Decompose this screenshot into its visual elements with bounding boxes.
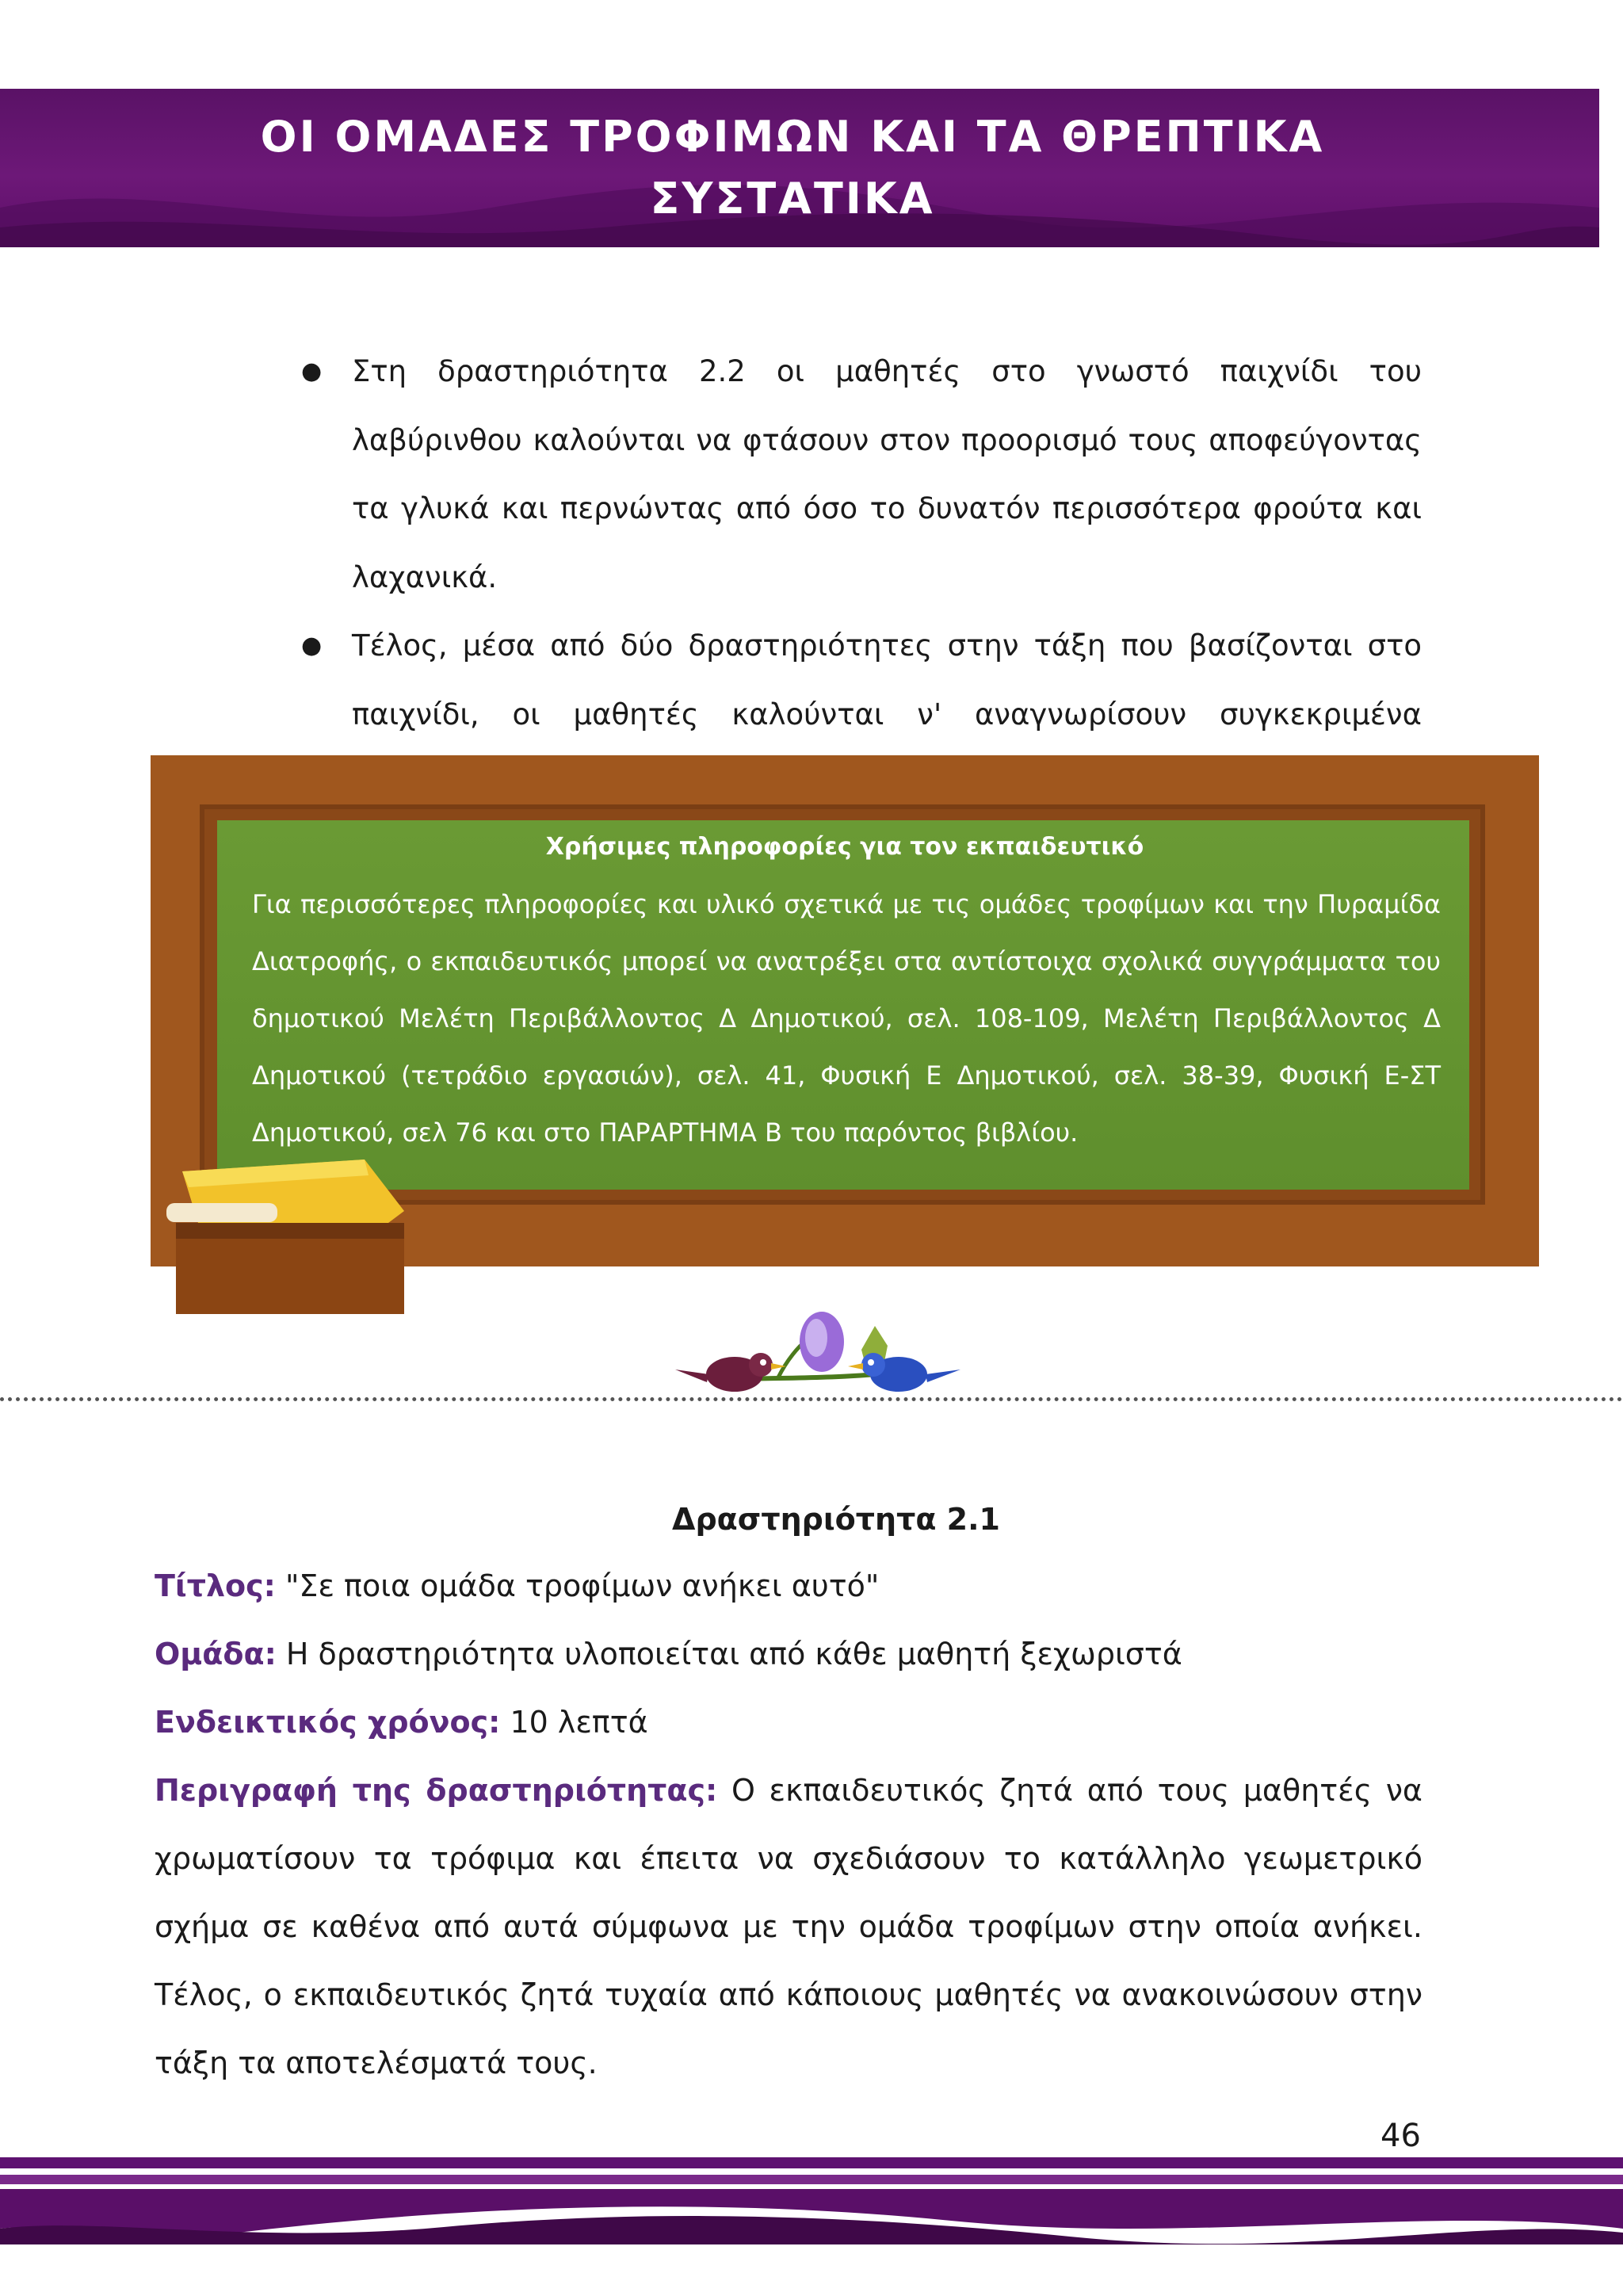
page-title-line-2: ΣΥΣΤΑΤΙΚΑ: [650, 174, 935, 223]
activity-description: [155, 1756, 1423, 2097]
bullet-text: Τέλος, μέσα από δύο δραστηριότητες στην τάξη που βασίζονται στο παιχνίδι, οι μαθητές καλούνται ν' αναγνωρίσουν συγκεκριμένα: [352, 628, 1422, 732]
page-title-line-1: ΟΙ ΟΜΑΔΕΣ ΤΡΟΦΙΜΩΝ ΚΑΙ ΤΑ ΘΡΕΠΤΙΚΑ: [260, 112, 1325, 162]
header-banner: [0, 89, 1599, 247]
activity-description-label: Περιγραφή της δραστηριότητας:: [155, 1773, 718, 1808]
activity-title-label: Τίτλος:: [155, 1568, 276, 1603]
activity-group-value: Η δραστηριότητα υλοποιείται από κάθε μαθητή ξεχωριστά: [285, 1637, 1182, 1671]
bullet-dot-icon: ●: [301, 357, 323, 385]
page-title: [0, 89, 1585, 247]
activity-group-row: [155, 1620, 1423, 1688]
activity-heading: Δραστηριότητα 2.1: [672, 1502, 1000, 1537]
activity-group-label: Ομάδα:: [155, 1637, 277, 1671]
activity-time-row: [155, 1688, 1423, 1756]
bullet-text: Στη δραστηριότητα 2.2 οι μαθητές στο γνωστό παιχνίδι του λαβύρινθου καλούνται να φτάσουν στον προορισμό τους αποφεύγοντας τα γλυκά και περνώντας από όσο το δυνατόν περισσότερα φρούτα και λαχανικά.: [352, 354, 1422, 594]
activity-time-label: Ενδεικτικός χρόνος:: [155, 1705, 501, 1740]
activity-title-row: [155, 1552, 1423, 1620]
birds-flower-decoration-icon: [659, 1306, 992, 1409]
page-number: 46: [1381, 2118, 1421, 2154]
bullet-dot-icon: ●: [301, 632, 323, 659]
info-box-text: Για περισσότερες πληροφορίες και υλικό σχετικά με τις ομάδες τροφίμων και την Πυραμίδα Διατροφής, ο εκπαιδευτικός μπορεί να ανατρέξει στα αντίστοιχα σχολικά συγγράμματα του δημοτικού Μελέτη Περιβάλλοντος Δ Δημοτικού, σελ. 108-109, Μελέτη Περιβάλλοντος Δ Δημοτικού (τετράδιο εργασιών), σελ. 41, Φυσική Ε Δημοτικού, σελ. 38-39, Φυσική Ε-ΣΤ Δημοτικού, σελ 76 και στο ΠΑΡΑΡΤΗΜΑ Β του παρόντος βιβλίου.: [252, 889, 1441, 1148]
bullet-item: [295, 338, 1422, 612]
activity-time-value: 10 λεπτά: [510, 1705, 648, 1740]
info-box-title: Χρήσιμες πληροφορίες για τον εκπαιδευτικό: [545, 833, 1144, 861]
chalk-eraser-icon: [151, 1156, 420, 1314]
activity-title-value: "Σε ποια ομάδα τροφίμων ανήκει αυτό": [285, 1568, 880, 1603]
footer-band-decoration: [0, 2157, 1623, 2296]
activity-description-value: Ο εκπαιδευτικός ζητά από τους μαθητές να χρωματίσουν τα τρόφιμα και έπειτα να σχεδιάσουν το κατάλληλο γεωμετρικό σχήμα σε καθένα από αυτά σύμφωνα με την ομάδα τροφίμων στην οποία ανήκει. Τέλος, ο εκπαιδευτικός ζητά τυχαία από κάποιους μαθητές να ανακοινώσουν στην τάξη τα αποτελέσματά τους.: [155, 1773, 1423, 2080]
